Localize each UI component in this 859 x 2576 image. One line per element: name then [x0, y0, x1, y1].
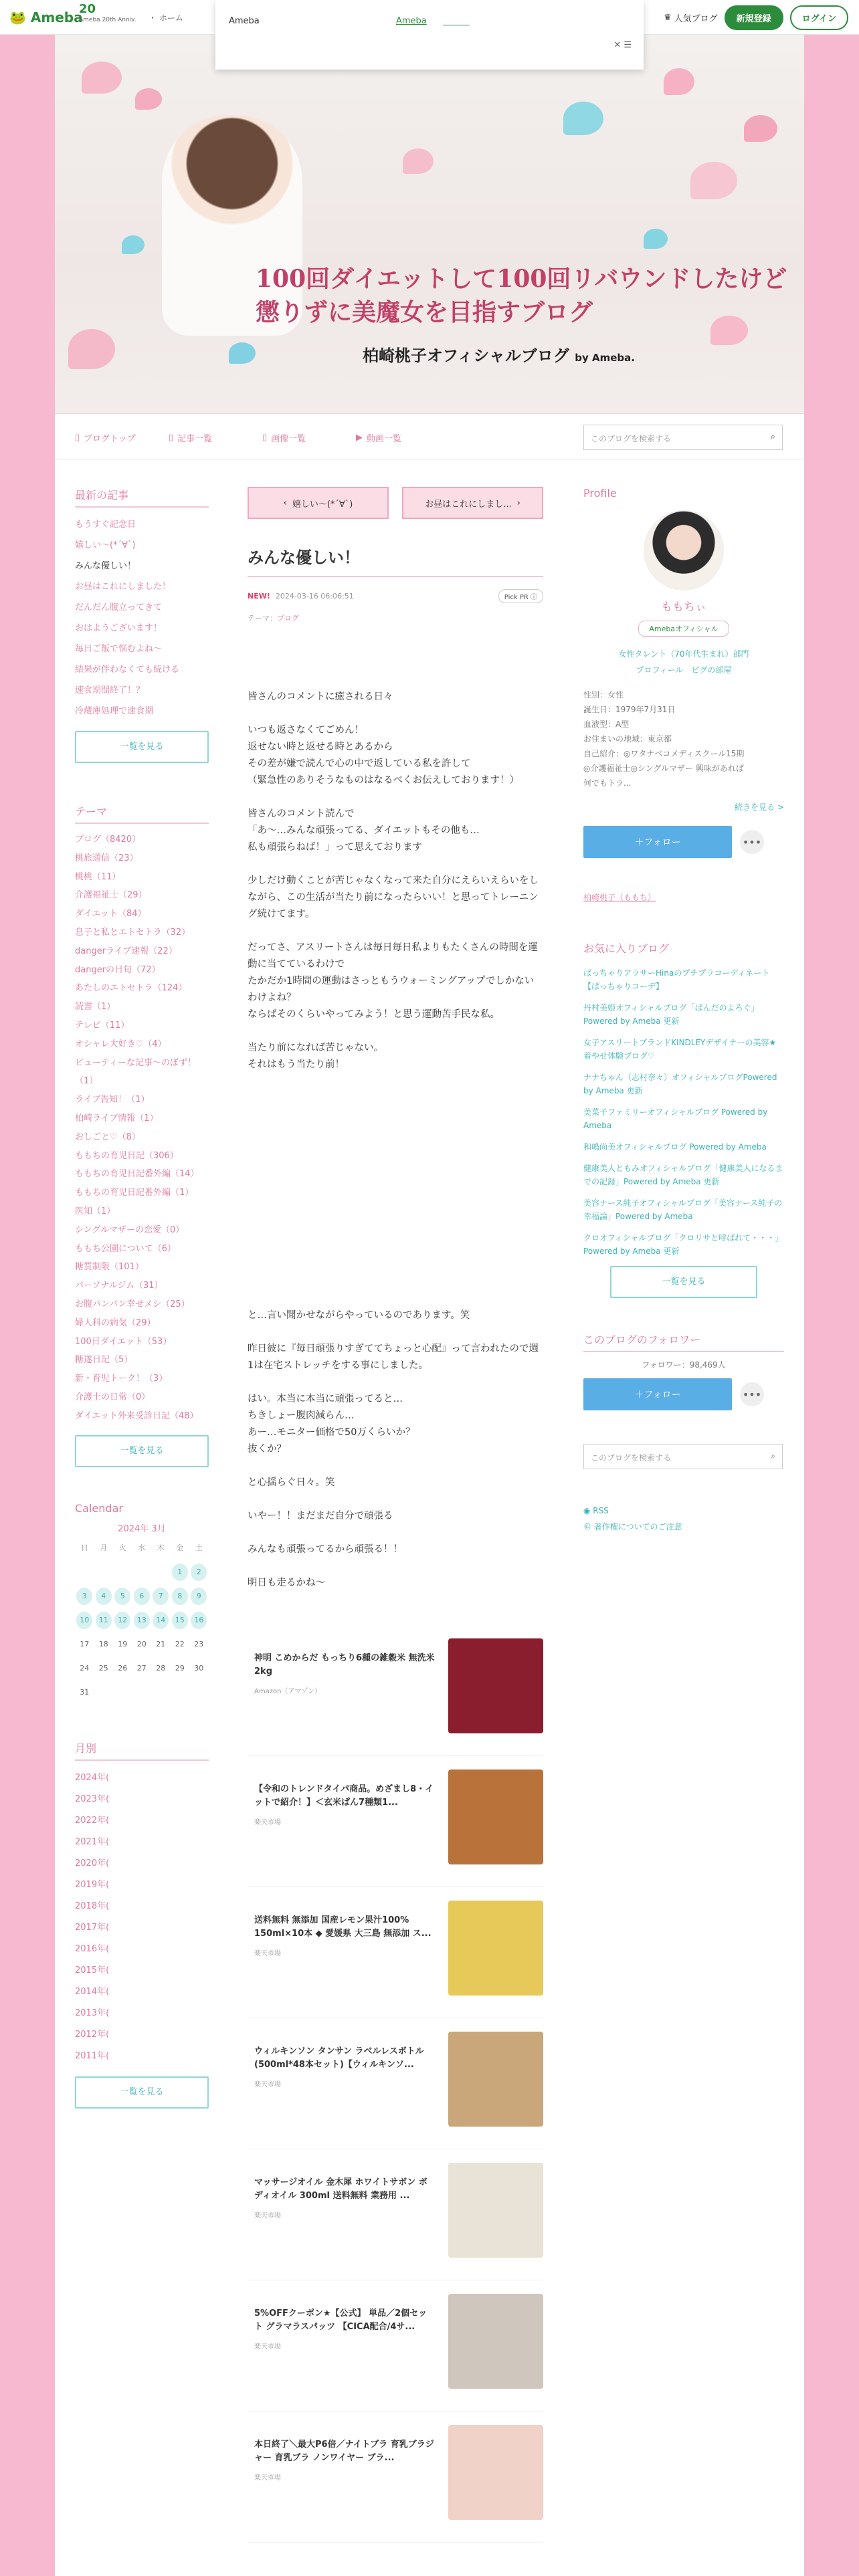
- product-title[interactable]: ウィルキンソン タンサン ラベルレスボトル(500ml*48本セット)【ウィルキンソ...: [254, 2046, 424, 2070]
- product-card[interactable]: [248, 2163, 543, 2280]
- paragraph-gap: [248, 1525, 543, 1541]
- paragraph-gap: [248, 1491, 543, 1508]
- rss-icon: ◉: [583, 1506, 593, 1515]
- article-body: [248, 689, 543, 1073]
- product-list: [248, 1638, 543, 2543]
- article-date: 2024-03-16 06:06:51: [275, 592, 354, 601]
- petal-decoration: [135, 88, 162, 110]
- chevron-left-icon: ‹: [283, 498, 287, 508]
- theme-item[interactable]: お腹パンパン幸せメシ（25）: [75, 1299, 190, 1309]
- favorite-blog-link[interactable]: 丹村美姫オフィシャルブログ「ぱんだのよろぐ」Powered by Ameba 更新: [583, 1003, 759, 1026]
- recent-item[interactable]: お昼はこれにしました！: [75, 582, 171, 592]
- paragraph: いやー！！まだまだ自分で頑張る: [248, 1511, 393, 1521]
- month-item[interactable]: 2019年(: [75, 1879, 110, 1890]
- paragraph-gap: [248, 856, 543, 873]
- calendar-day[interactable]: 3: [76, 1588, 92, 1605]
- paragraph: 少しだけ動くことが苦じゃなくなって来た自分にえらいえらいをしながら、この生活が当たり前になったらいい！と思ってトレーニング続けてます。: [248, 875, 539, 920]
- popup-close-icon[interactable]: ✕ ☰: [613, 40, 632, 50]
- weekday-label: 日: [80, 1543, 88, 1552]
- more-options-icon[interactable]: •••: [740, 830, 764, 854]
- paragraph: はい。本当に本当に頑張ってると…: [248, 1394, 403, 1404]
- paragraph-gap: [248, 1324, 543, 1341]
- calendar-day: 22: [175, 1639, 185, 1648]
- calendar-day: [113, 1564, 132, 1581]
- blog-subtitle: [363, 342, 635, 366]
- new-badge: NEW!: [248, 592, 270, 601]
- product-card[interactable]: [248, 1638, 543, 1756]
- petal-decoration: [229, 342, 256, 364]
- blog-header-image[interactable]: [55, 35, 804, 413]
- recent-item[interactable]: みんな優しい！: [75, 561, 136, 571]
- petal-decoration: [403, 148, 434, 174]
- copyright-icon: ©: [583, 1522, 594, 1531]
- product-title[interactable]: マッサージオイル 金木犀 ホワイトサボン ボディオイル 300ml 送料無料 業務用 ...: [254, 2177, 427, 2201]
- weekday-label: 水: [138, 1543, 146, 1552]
- profile-title: Profile: [583, 487, 617, 500]
- paragraph: 「あ〜…みんな頑張ってる、ダイエットもその他も…: [248, 825, 480, 836]
- recent-item[interactable]: 冷蔵庫処理で速食期: [75, 706, 154, 716]
- nav-image-list[interactable]: [262, 431, 306, 444]
- calendar-day: 31: [80, 1687, 90, 1697]
- top-nav-home[interactable]: ・ ホーム: [149, 13, 183, 23]
- popular-label: 人気ブログ: [674, 14, 718, 24]
- nav-label: ブログトップ: [84, 434, 136, 444]
- product-image[interactable]: [448, 1638, 543, 1733]
- theme-item[interactable]: 婦人科の病気（29）: [75, 1317, 156, 1328]
- paragraph-gap: [248, 789, 543, 806]
- blog-by-ameba: by Ameba.: [575, 352, 635, 364]
- month-item[interactable]: 2023年(: [75, 1794, 110, 1804]
- calendar-day: [94, 1564, 114, 1581]
- favorite-blog-link[interactable]: 美容ナース純子オフィシャルブログ「美容ナース純子の幸福論」Powered by Ameba: [583, 1198, 783, 1221]
- product-card[interactable]: [248, 2294, 543, 2411]
- calendar-title: Calendar: [75, 1501, 123, 1515]
- blog-title-line2: 懲りずに美魔女を目指すブログ: [256, 298, 593, 326]
- paragraph: 私も頑張らねば！」って思えております: [248, 842, 422, 853]
- calendar-day: 17: [80, 1639, 90, 1648]
- paragraph: ちきしょー腹肉減らん…: [248, 1410, 355, 1421]
- calendar-day: 28: [156, 1663, 166, 1673]
- follow-button-2[interactable]: ＋フォロー: [583, 1378, 732, 1410]
- profile-info-line: 血液型：A型: [583, 720, 630, 729]
- article-title: みんな優しい！: [248, 544, 543, 577]
- header-actions: [664, 5, 848, 30]
- ameba-logo[interactable]: 🐸 Ameba: [9, 9, 83, 25]
- monthly-more-button[interactable]: 一覧を見る: [75, 2076, 209, 2109]
- theme-item[interactable]: パーソナルジム（31）: [75, 1281, 163, 1291]
- profile-info-line: 性別：女性: [583, 690, 624, 700]
- product-image[interactable]: [448, 1901, 543, 1996]
- profile-more-link[interactable]: 続きを見る >: [735, 802, 784, 812]
- nav-label: 記事一覧: [177, 434, 213, 444]
- recent-title: 最新の記事: [75, 487, 209, 508]
- product-shop: Amazon（アマゾン）: [254, 1688, 322, 1695]
- paragraph-gap: [248, 1558, 543, 1575]
- calendar-day[interactable]: 11: [96, 1612, 112, 1629]
- blog-icon: ▯: [75, 433, 80, 443]
- theme-item[interactable]: 息子と私とエトセトラ（32）: [75, 927, 191, 938]
- calendar-day[interactable]: 7: [153, 1588, 169, 1605]
- video-icon: ▶: [356, 433, 363, 443]
- calendar-day: 24: [80, 1663, 90, 1673]
- month-item[interactable]: 2017年(: [75, 1922, 110, 1933]
- paragraph: それはもう当たり前！: [248, 1059, 345, 1070]
- calendar-day[interactable]: 4: [96, 1588, 112, 1605]
- theme-list: [75, 831, 209, 1426]
- theme-item[interactable]: 100日ダイエット（53）: [75, 1336, 172, 1347]
- month-item[interactable]: 2024年(: [75, 1772, 110, 1783]
- product-title[interactable]: 本日終了＼最大P6倍／ナイトブラ 育乳ブラジャー 育乳ブラ ノンワイヤー ブラ...: [254, 2440, 434, 2463]
- chevron-right-icon: ›: [516, 498, 520, 508]
- petal-decoration: [82, 62, 122, 94]
- theme-item[interactable]: ライブ告知！（1）: [75, 1095, 150, 1105]
- article-body-2: [248, 1307, 543, 1592]
- calendar-day: 20: [136, 1639, 147, 1648]
- calendar-day: 25: [98, 1663, 108, 1673]
- calendar-day[interactable]: 1: [172, 1564, 188, 1581]
- theme-label: テーマ：: [248, 614, 277, 623]
- paragraph-gap: [248, 1023, 543, 1040]
- calendar-day: 27: [136, 1663, 147, 1673]
- weekday-label: 土: [195, 1543, 203, 1552]
- calendar-day: 21: [156, 1639, 166, 1648]
- paragraph: と…言い聞かせながらやっているのであります。笑: [248, 1310, 470, 1321]
- product-card[interactable]: [248, 2032, 543, 2149]
- profile-info: [583, 687, 784, 790]
- next-article-button[interactable]: [402, 487, 543, 519]
- blog-title: [256, 262, 791, 329]
- paragraph: あー…モニター価格で50万くらいか？: [248, 1427, 415, 1438]
- product-title[interactable]: 神明 こめからだ もっちり6種の雑穀米 無洗米 2kg: [254, 1653, 435, 1677]
- calendar-day[interactable]: 12: [114, 1612, 130, 1629]
- favorite-blog-link[interactable]: クロオフィシャルブログ「クロリサと呼ばれて・・・」Powered by Ameba 更新: [583, 1233, 783, 1256]
- next-label: お昼はこれにしまし...: [425, 499, 512, 510]
- paragraph: 返せない時と返せる時とあるから: [248, 742, 393, 752]
- recent-item[interactable]: おはようございます！: [75, 623, 163, 633]
- petal-decoration: [690, 162, 737, 199]
- weekday-label: 火: [118, 1543, 126, 1552]
- paragraph: 皆さんのコメントに癒される日々: [248, 691, 393, 702]
- paragraph: 当たり前になれば苦じゃない。: [248, 1043, 383, 1053]
- header-search-input[interactable]: [583, 425, 783, 450]
- blog-page: [55, 35, 804, 2576]
- profile-name[interactable]: ももちぃ: [661, 601, 706, 614]
- product-title[interactable]: 【令和のトレンドタイパ商品。めざまし8・イットで紹介！】＜玄米ぱん7種類1...: [254, 1784, 434, 1808]
- rss-link[interactable]: [583, 1503, 784, 1519]
- favorite-blog-link[interactable]: 健康美人ともみオフィシャルブログ「健康美人になるまでの記録」Powered by Ameba 更新: [583, 1164, 783, 1186]
- theme-title: テーマ: [75, 803, 209, 824]
- recent-item[interactable]: だんだん腹立ってきて: [75, 603, 163, 613]
- calendar-day[interactable]: 16: [191, 1612, 207, 1629]
- calendar-day[interactable]: 10: [76, 1612, 92, 1629]
- search-icon[interactable]: ⌕: [770, 432, 775, 442]
- theme-item[interactable]: ダイエット（84）: [75, 909, 147, 920]
- article-meta: [248, 589, 543, 603]
- theme-item[interactable]: あたしのエトセトラ（124）: [75, 983, 187, 994]
- sidebar-search-input[interactable]: [583, 1444, 783, 1469]
- recent-item[interactable]: 毎日ご飯で悩むよね〜: [75, 644, 163, 654]
- theme-item[interactable]: 柏崎ライブ情報（1）: [75, 1113, 159, 1123]
- left-sidebar: [75, 487, 209, 2109]
- right-sidebar: [583, 487, 784, 1535]
- theme-item[interactable]: ダイエット外来受診日記（48）: [75, 1410, 199, 1421]
- favorite-blog-link[interactable]: ぱっちゃりアラサーHinaのプチプラコーディネート【ぱっちゃりコーデ】: [583, 968, 770, 991]
- sidebar-links: [583, 1503, 784, 1535]
- recent-item[interactable]: 速食期間終了！？: [75, 685, 145, 695]
- anniv-number: 20: [79, 2, 96, 16]
- calendar-day: 26: [118, 1663, 128, 1673]
- theme-item[interactable]: テレビ（11）: [75, 1020, 130, 1031]
- paragraph: たかだか1時間の運動はさっともうウォーミングアップでしかないわけよね？: [248, 976, 535, 1003]
- paragraph: （緊急性のありそうなものはなるべくお伝えしております！）: [248, 775, 519, 786]
- theme-item[interactable]: 介護福祉士（29）: [75, 890, 147, 901]
- copyright-label: 著作権についてのご注意: [593, 1522, 682, 1531]
- favorites-title: お気に入りブログ: [583, 942, 670, 955]
- calendar-day[interactable]: 15: [172, 1612, 188, 1629]
- paragraph-gap: [248, 1374, 543, 1391]
- paragraph: と心揺らぐ日々。笑: [248, 1477, 335, 1488]
- paragraph: 明日も走るかね〜: [248, 1578, 325, 1588]
- follow-row-2: [583, 1378, 784, 1410]
- petal-decoration: [68, 329, 115, 369]
- product-card[interactable]: [248, 2425, 543, 2543]
- crown-icon: ♛: [663, 13, 672, 23]
- popup-link[interactable]: Ameba: [396, 16, 427, 26]
- paragraph: 皆さんのコメント読んで: [248, 809, 355, 819]
- popular-blogs-link[interactable]: [664, 11, 718, 24]
- theme-item[interactable]: 糖質制限（101）: [75, 1262, 144, 1273]
- ad-popup: [215, 0, 644, 70]
- more-options-icon-2[interactable]: •••: [740, 1382, 764, 1406]
- calendar-day[interactable]: 5: [114, 1588, 130, 1605]
- image-icon: ▯: [262, 433, 268, 443]
- month-item[interactable]: 2013年(: [75, 2008, 110, 2018]
- product-image[interactable]: [448, 2294, 543, 2389]
- follow-row: [583, 826, 784, 858]
- calendar-day[interactable]: 14: [153, 1612, 169, 1629]
- theme-item[interactable]: 新・育児トーク！（3）: [75, 1374, 168, 1384]
- official-badge: Amebaオフィシャル: [638, 621, 729, 637]
- product-shop: 楽天市場: [254, 2081, 281, 2088]
- paragraph: その差が嫌で読んで心の中で返している私を許して: [248, 758, 471, 769]
- main-article: [248, 487, 543, 2543]
- theme-more-button[interactable]: 一覧を見る: [75, 1435, 209, 1467]
- paragraph: 抜くか？: [248, 1444, 286, 1455]
- profile-info-line: 何でもトラ...: [583, 778, 632, 788]
- favorite-blog-link[interactable]: 和嶋尚美オフィシャルブログ Powered by Ameba: [583, 1142, 767, 1152]
- paragraph: いつも返さなくてごめん！: [248, 725, 364, 736]
- month-item[interactable]: 2018年(: [75, 1901, 110, 1911]
- product-title[interactable]: 送料無料 無添加 国産レモン果汁100% 150ml×10本 ◆ 愛媛県 大三島 無添加 ス...: [254, 1915, 432, 1939]
- product-shop: 楽天市場: [254, 2474, 281, 2482]
- profile-info-line: お住まいの地域：東京都: [583, 734, 672, 744]
- calendar-day: 30: [194, 1663, 204, 1673]
- blog-title-line1: 100回ダイエットして100回リバウンドしたけど: [256, 265, 787, 293]
- ameba-logo-text: Ameba: [30, 9, 83, 25]
- calendar-day: 18: [98, 1639, 108, 1648]
- month-item[interactable]: 2014年(: [75, 1986, 110, 1997]
- profile-category: [583, 646, 784, 678]
- weekday-label: 木: [157, 1543, 165, 1552]
- petal-decoration: [122, 235, 145, 254]
- calendar-day[interactable]: 9: [191, 1588, 207, 1605]
- paragraph: 昨日彼に『毎日頑張りすぎててちょっと心配』って言われたので週1は在宅ストレッチをする事にしました。: [248, 1344, 539, 1371]
- weekday-label: 金: [176, 1543, 184, 1552]
- blog-subnav: [55, 413, 804, 460]
- calendar-day[interactable]: 6: [134, 1588, 150, 1605]
- theme-item[interactable]: 医知（1）: [75, 1206, 116, 1216]
- search-icon[interactable]: ⌕: [771, 1451, 775, 1461]
- product-image[interactable]: [448, 1769, 543, 1864]
- product-image[interactable]: [448, 2163, 543, 2258]
- theme-item[interactable]: 介護士の日常（0）: [75, 1392, 151, 1402]
- calendar-day: [132, 1564, 152, 1581]
- article-theme: [248, 613, 543, 623]
- month-item[interactable]: 2012年(: [75, 2029, 110, 2040]
- calendar-month: 2024年 3月: [118, 1523, 166, 1534]
- theme-item[interactable]: dangerライブ速報（22）: [75, 946, 177, 956]
- theme-item[interactable]: 桃桃（11）: [75, 871, 121, 882]
- favorites-more-button[interactable]: 一覧を見る: [610, 1266, 757, 1298]
- paragraph: みんなも頑張ってるから頑張る！！: [248, 1544, 403, 1555]
- recent-more-button[interactable]: 一覧を見る: [75, 731, 209, 763]
- owner-link[interactable]: 柏崎桃子（ももち）: [583, 893, 656, 902]
- theme-item[interactable]: おしごと♡（8）: [75, 1132, 140, 1142]
- rss-label: RSS: [593, 1506, 609, 1515]
- calendar-day: 29: [175, 1663, 185, 1673]
- nav-label: 画像一覧: [271, 434, 306, 444]
- product-title[interactable]: 5%OFFクーポン★【公式】 単品／2個セット グラマラスパッツ 【CICA配合/4サ...: [254, 2309, 427, 2332]
- calendar-day[interactable]: 8: [172, 1588, 188, 1605]
- month-item[interactable]: 2022年(: [75, 1815, 110, 1826]
- product-image[interactable]: [448, 2032, 543, 2127]
- nav-label: 動画一覧: [367, 434, 402, 444]
- product-card[interactable]: [248, 1769, 543, 1887]
- prev-label: 嬉しい〜(*´∀`): [292, 499, 353, 510]
- theme-item[interactable]: オシャレ大好き♡（4）: [75, 1039, 167, 1049]
- monthly-list: [75, 1767, 209, 2067]
- nav-blog-top[interactable]: [75, 431, 136, 444]
- profile-links[interactable]: プロフィール ピグの部屋: [636, 665, 732, 675]
- login-button[interactable]: ログイン: [790, 5, 848, 30]
- paragraph-gap: [248, 706, 543, 722]
- theme-item[interactable]: ももち公園について（6）: [75, 1243, 177, 1254]
- recent-list: [75, 514, 209, 722]
- product-card[interactable]: [248, 1901, 543, 2018]
- petal-decoration: [563, 102, 603, 135]
- calendar-day[interactable]: 13: [134, 1612, 150, 1629]
- calendar-day: [75, 1564, 94, 1581]
- product-shop: 楽天市場: [254, 1819, 281, 1826]
- product-shop: 楽天市場: [254, 2343, 281, 2351]
- search-placeholder-2: このブログを検索する: [591, 1453, 672, 1463]
- recent-item[interactable]: 嬉しい〜(*´∀`): [75, 540, 136, 550]
- profile-info-line: ◎介護福祉士◎シングルマザー 興味があれば: [583, 764, 744, 773]
- followers-title: このブログのフォロワー: [583, 1331, 784, 1352]
- embedded-space: [248, 1073, 543, 1307]
- calendar-day: 19: [118, 1639, 128, 1648]
- popup-underline: [443, 16, 470, 25]
- prev-article-button[interactable]: [248, 487, 389, 519]
- theme-item[interactable]: ももちの育児日記番外編（1）: [75, 1188, 194, 1198]
- theme-item[interactable]: ももちの育児日記（306）: [75, 1150, 179, 1161]
- theme-item[interactable]: シングルマザーの恋愛（0）: [75, 1224, 185, 1235]
- paragraph-gap: [248, 1458, 543, 1475]
- followers-count: フォロワー：98,469人: [642, 1360, 726, 1370]
- recent-item[interactable]: もうすぐ記念日: [75, 520, 136, 530]
- category-link[interactable]: 女性タレント（70年代生まれ）部門: [618, 649, 749, 659]
- product-shop: 楽天市場: [254, 2212, 281, 2220]
- favorite-blog-link[interactable]: ナナちゃん（志村奈々）オフィシャルブログPowered by Ameba 更新: [583, 1073, 777, 1095]
- theme-item[interactable]: 桃旅通信（23）: [75, 853, 138, 863]
- profile-info-line: 自己紹介：◎ワタナベコメディスクール15期: [583, 749, 745, 758]
- favorite-blog-link[interactable]: 女子アスリートブランドKINDLEYデザイナーの美容★着やせ体験ブログ♡: [583, 1038, 777, 1061]
- pick-pr-button[interactable]: Pick PR ⓘ: [498, 589, 543, 603]
- calendar-day[interactable]: 2: [191, 1564, 207, 1581]
- monthly-title: 月別: [75, 1740, 209, 1761]
- weekday-label: 月: [100, 1543, 108, 1552]
- pager: [248, 487, 543, 519]
- petal-decoration: [664, 68, 694, 95]
- anniversary-logo[interactable]: [79, 4, 136, 25]
- paragraph: ならばそのくらいやってみよう！と思う運動苦手民な私。: [248, 1009, 500, 1020]
- popup-label: Ameba: [229, 16, 260, 26]
- calendar-day: [151, 1564, 171, 1581]
- theme-link[interactable]: ブログ: [277, 614, 299, 623]
- follow-button[interactable]: ＋フォロー: [583, 826, 732, 858]
- month-item[interactable]: 2015年(: [75, 1965, 110, 1975]
- favorites-list: [583, 966, 784, 1258]
- calendar-grid: [75, 1539, 209, 1701]
- favorite-blog-link[interactable]: 美菜子ファミリーオフィシャルブログ Powered by Ameba: [583, 1107, 768, 1130]
- month-item[interactable]: 2020年(: [75, 1858, 110, 1868]
- month-item[interactable]: 2011年(: [75, 2050, 110, 2061]
- recent-item[interactable]: 結果が伴わなくても続ける: [75, 665, 180, 675]
- paragraph-gap: [248, 923, 543, 940]
- search-placeholder: このブログを検索する: [591, 434, 672, 443]
- theme-item[interactable]: 読書（1）: [75, 1002, 116, 1012]
- product-image[interactable]: [448, 2425, 543, 2520]
- copyright-link[interactable]: [583, 1519, 784, 1535]
- petal-decoration: [644, 229, 668, 249]
- theme-item[interactable]: 糖遂日記（5）: [75, 1355, 133, 1366]
- nav-video-list[interactable]: [356, 431, 401, 444]
- theme-item[interactable]: ビューティーな記事～のぼず！（1）: [75, 1057, 196, 1087]
- blog-subtitle-text: 柏崎桃子オフィシャルブログ: [363, 346, 569, 365]
- register-button[interactable]: 新規登録: [725, 5, 783, 30]
- profile-info-line: 誕生日：1979年7月31日: [583, 705, 676, 714]
- nav-article-list[interactable]: [169, 431, 212, 444]
- list-icon: ▯: [169, 433, 174, 443]
- calendar-day: 23: [194, 1639, 204, 1648]
- month-item[interactable]: 2016年(: [75, 1943, 110, 1954]
- profile-avatar[interactable]: [644, 510, 724, 591]
- month-item[interactable]: 2021年(: [75, 1836, 110, 1847]
- theme-item[interactable]: dangerの日旬（72）: [75, 964, 161, 975]
- anniv-sub: Ameba 20th Anniv.: [79, 17, 136, 23]
- theme-item[interactable]: ブログ（8420）: [75, 835, 141, 845]
- theme-item[interactable]: ももちの育児日記番外編（14）: [75, 1169, 199, 1180]
- product-shop: 楽天市場: [254, 1950, 281, 1957]
- petal-decoration: [744, 115, 777, 142]
- paragraph: だってさ、アスリートさんは毎日毎日私よりもたくさんの時間を運動に当てているわけで: [248, 942, 538, 970]
